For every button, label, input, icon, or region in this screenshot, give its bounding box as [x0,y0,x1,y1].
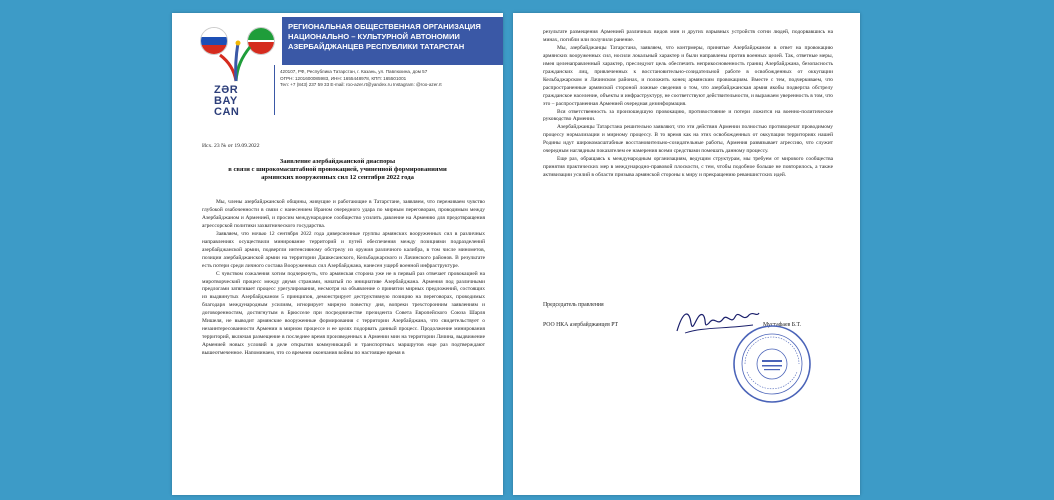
statement-body-page-1 [202,199,485,491]
logo-text-line: ZƏR [214,84,239,96]
address-line: ОГРН: 1201600085983, ИНН: 1655448978, КПП: 165501001 [280,75,407,81]
signatory-name: Мустафаев Б.Т. [763,322,801,328]
logo-text-line: BAY [214,95,238,107]
zerbaycan-logo-icon [216,39,256,83]
signatory-role: Председатель правления [543,302,604,308]
paragraph: Мы, члены азербайджанской общины, живущие и работающие в Татарстане, заявляем, что переживаем чувство глубокой озабоченности в связи с нанесением Ираном очередного удара по мирным переговорам, проводимым между Азербайджаном и Арменией, и просим международное сообщество усилить давление на Армению для предотвращения агрессорской политики захватнического государства. [202,199,485,229]
org-name-line: АЗЕРБАЙДЖАНЦЕВ РЕСПУБЛИКИ ТАТАРСТАН [288,42,465,51]
outgoing-reference: Исх. 23 № от 19.09.2022 [202,143,260,149]
org-name-band [282,17,503,65]
header-divider [274,65,275,115]
statement-body-page-2 [543,29,833,291]
paragraph: Вся ответственность за произошедшую провокацию, противостояние и потери ложится на военно-политическое руководство Армении. [543,108,833,123]
paragraph: результате размещения Арменией различных видов мин и других взрывных устройств сотни людей, подорвавшись на минах, погибли или получили ранение. [543,29,833,43]
logo-text-line: CAN [214,106,240,118]
org-address [280,69,442,89]
org-name-line: РЕГИОНАЛЬНАЯ ОБЩЕСТВЕННАЯ ОРГАНИЗАЦИЯ [288,22,481,31]
statement-title [172,158,503,183]
document-page-1 [172,13,503,495]
title-line: армянских вооруженных сил 12 сентября 2022 года [261,174,414,182]
paragraph: Еще раз, обращаясь к международным организациям, ведущим структурам, мы требуем от мирового сообщества принятия практических мер в международно-правовой плоскости, с тем, чтобы подобное больше не повторилось, а также активизации усилий в области призыва армянской стороны к миру и прекращению реваншистских идей. [543,156,833,179]
address-line: 420107, РФ, Республика Татарстан, г. Казань, ул. Павлюхина, дом 57 [280,69,428,74]
signatory-organization: РОО НКА азербайджанцев РТ [543,322,619,328]
title-line: в связи с широкомасштабной провокацией, учиненной формированиями [228,166,447,174]
title-line: Заявление азербайджанской диаспоры [279,158,396,165]
stamp-icon [731,323,813,405]
paragraph: Заявляем, что ночью 12 сентября 2022 года диверсионные группы армянских вооруженных сил в различных направлениях осуществили минирование территорий и путей обеспечения между позициями подразделений азербайджанской армии, подвергли интенсивному обстрелу из оружия различного калибра, в том числе минометов, позиции азербайджанской армии на территории Дашкесанского, Кельбаджарского и Лачинского районов. В результате есть потери среди личного состава Вооруженных сил Азербайджана, нанесен ущерб военной инфраструктуре. [202,230,485,269]
paragraph: Азербайджанцы Татарстана решительно заявляют, что эти действия Армении полностью противоречат проводимому процессу нормализации и мирному процессу. В то время как на этих освобожденных от оккупации территориях нашей Родины идут широкомасштабные восстановительно-созидательные работы, Армения развязывает агрессию, что служит очередным наглядным показателем ее намерения всеми средствами помешать данному процессу. [543,124,833,155]
org-name-line: НАЦИОНАЛЬНО – КУЛЬТУРНОЙ АВТОНОМИИ [288,32,460,41]
address-line: Тел: +7 (843) 237 59 33 E-mail: roo-azer.rt@yandex.ru Instagram: @roo-azer.rt [280,82,442,88]
letterhead [172,13,503,125]
paragraph: Мы, азербайджанцы Татарстана, заявляем, что контрмеры, принятые Азербайджаном в ответ на провокацию армянских вооруженных сил, носили локальный характер и были направлены против военных целей. Так, ответные меры, имея целенаправленный характер, преследуют цель обеспечить неприкосновенность границ Азербайджана, безопасность гражданских лиц, привлеченных к восстановительно-созидательной работе в освобожденных от оккупации Кельбаджарском и Лачинском районах, и положить конец армянским провокациям. Вместе с тем, подчеркиваем, что распространенные армянской стороной ложные сведения о том, что азербайджанская армия якобы подвергла обстрелу гражданское население, объекты и инфраструктуру, не соответствуют действительности, и выражаем уверенность в том, что это – распространенная Арменией очередная дезинформация. [543,44,833,107]
paragraph: С чувством сожаления хотим подчеркнуть, что армянская сторона уже не в первый раз отвечает провокацией на миротворческий процесс между двумя странами, начатый по инициативе Азербайджана. Армения под различными предлогами затягивает процесс урегулирования, несмотря на объявление о принятии мирных предложений, состоящих из выдвинутых Азербайджаном 5 принципов, демонстрирует деструктивную позицию на переговорах, проводимых благодаря международным усилиям, игнорирует мирную повестку дня, вопреки трехсторонним заявлениям и договоренностям, достигнутым в Брюсселе при посредничестве президента Совета Европейского Союза Шарля Мишеля, не выводит армянские вооруженные формирования с территории Азербайджана, что свидетельствует о незаинтересованности Армении в мирном процессе и ее целях подорвать данный процесс. Продолжение минирования территорий, включая размещение в последнее время произведенных в Армении мин на территории Лачина, выдвижение Арменией новых условий в деле открытия коммуникаций и транспортных маршрутов еще раз подтверждают вышеотмеченное. Напоминаем, что со времени окончания войны по настоящее время в [202,270,485,357]
document-page-2 [513,13,860,495]
